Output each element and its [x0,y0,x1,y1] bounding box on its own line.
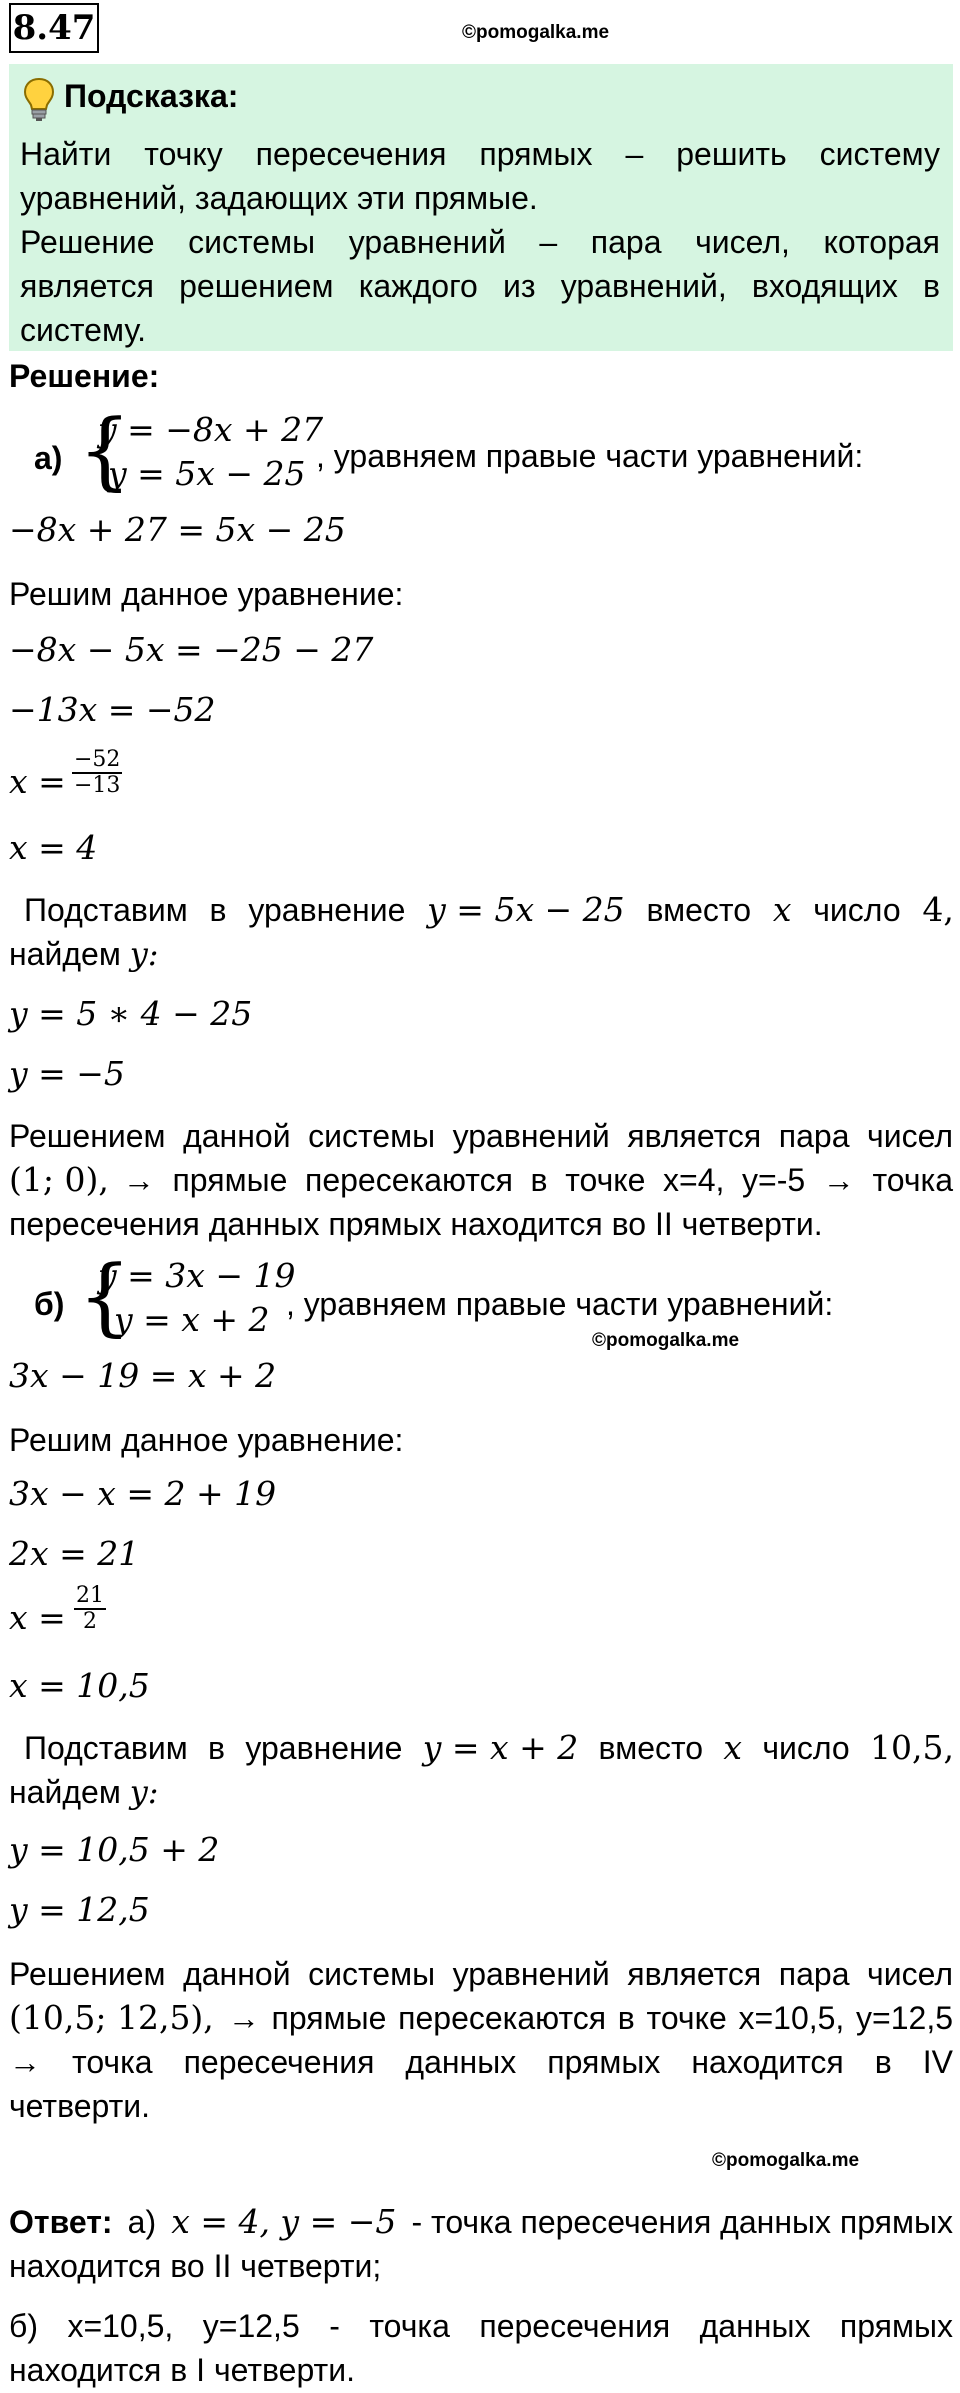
part-a-find-y [9,932,159,976]
problem-number: 8.47 [9,3,99,53]
part-a-sub-var: x [772,890,792,929]
part-b-note: , уравняем правые части уравнений: [286,1286,834,1322]
answer-b-line-1: б) x=10,5, y=12,5 - точка пересечения данных прямых [9,2308,953,2344]
solution-label: Решение: [9,358,160,394]
part-b-sub-word: уравнение [245,1730,403,1766]
part-a-sub-word: число [813,892,901,928]
part-a-step1: −8x + 27 = 5x − 25 [9,510,346,549]
answer-label: Ответ: [9,2204,113,2240]
part-b-sub-word: вместо [598,1730,704,1766]
part-b-conclusion-2-rest: → прямые пересекаются в точке x=10,5, y=12,5 [227,2000,953,2036]
part-b-find-y [9,1770,159,1814]
hint-line-1: Найти точку пересечения прямых – решить систему [20,136,940,172]
part-b-step2: 3x − x = 2 + 19 [9,1474,277,1513]
part-b-find-var: y: [129,1773,159,1811]
part-a-frac-den: −13 [74,773,121,798]
answer-a-prefix: а) [127,2204,157,2240]
part-a-conclusion-1: Решением данной системы уравнений является пара чисел [9,1118,953,1154]
lightbulb-icon [22,76,56,122]
part-a-conclusion-3: пересечения данных прямых находится во II четверти. [9,1206,823,1242]
part-a-eq1: y = −8x + 27 [98,410,324,449]
part-a-sub-eq: y = 5x − 25 [427,890,625,929]
part-b-sub-eq: y = x + 2 [422,1728,579,1767]
part-a-sub-num: 4, [922,890,954,929]
part-b-pair: (10,5; 12,5), [9,1998,214,2037]
part-b-fraction [74,1584,106,1634]
hint-line-2: уравнений, задающих эти прямые. [20,180,538,216]
part-b-eq1: y = 3x − 19 [98,1256,296,1295]
part-a-sub-word: Подставим [24,892,188,928]
part-a-sub-word: уравнение [248,892,406,928]
part-b-brace: { [78,1247,132,1345]
part-a-brace: { [78,401,132,499]
part-b-sub-num: 10,5, [870,1728,954,1767]
hint-line-3: Решение системы уравнений – пара чисел, которая [20,224,940,260]
part-a-label: а) [34,440,63,476]
part-a-sub-word: вместо [646,892,752,928]
part-b-frac-den: 2 [83,1609,97,1634]
part-a-y-step: y = 5 ∗ 4 − 25 [9,994,253,1033]
part-a-pair: (1; 0), [9,1160,109,1199]
part-b-sub-word: в [208,1730,226,1766]
answer-a-text: - точка пересечения данных прямых [411,2204,953,2240]
part-b-conclusion-4: четверти. [9,2088,151,2124]
part-b-eq2: y = x + 2 [114,1300,270,1339]
part-b-find-word: найдем [9,1774,121,1810]
part-a-eq2: y = 5x − 25 [108,454,306,493]
part-a-solve-label: Решим данное уравнение: [9,576,404,612]
answer-a-line-2: находится во II четверти; [9,2248,382,2284]
part-b-sub-var: x [723,1728,743,1767]
part-b-solve-label: Решим данное уравнение: [9,1422,404,1458]
part-b-conclusion-2 [9,1996,953,2040]
part-b-y-step: y = 10,5 + 2 [9,1830,220,1869]
part-a-note: , уравняем правые части уравнений: [316,438,864,474]
watermark-top: ©pomogalka.me [462,22,610,43]
part-b-sub-word: число [762,1730,850,1766]
part-b-label: б) [34,1286,65,1322]
answer-b-line-2: находится в I четверти. [9,2352,355,2388]
watermark-middle: ©pomogalka.me [592,1330,740,1351]
part-b-step1: 3x − 19 = x + 2 [9,1356,277,1395]
part-a-step3: −13x = −52 [9,690,216,729]
part-a-sub-word: в [209,892,227,928]
part-a-conclusion-2-rest: → прямые пересекаются в точке x=4, y=-5 → точка [122,1162,953,1198]
part-a-find-var: y: [129,935,159,973]
part-b-frac-num: 21 [76,1583,104,1608]
part-b-conclusion-1: Решением данной системы уравнений является пара чисел [9,1956,953,1992]
part-a-find-word: найдем [9,936,121,972]
answer-a-math: x = 4, y = −5 [171,2202,397,2241]
part-b-x-result: x = 10,5 [9,1666,150,1705]
part-a-frac-num: −52 [74,747,121,772]
answer-line-1 [9,2200,953,2244]
part-a-x-result: x = 4 [9,828,98,867]
part-b-sub-line [24,1726,954,1770]
part-b-step3: 2x = 21 [9,1534,140,1573]
hint-line-5: систему. [20,312,147,348]
hint-title: Подсказка: [64,78,239,114]
part-b-x-lhs: x = [9,1598,66,1637]
hint-line-4: является решением каждого из уравнений, входящих в [20,268,940,304]
part-b-conclusion-3: → точка пересечения данных прямых находится в IV [9,2044,953,2080]
watermark-bottom: ©pomogalka.me [712,2150,860,2171]
part-a-sub-line [24,888,954,932]
part-a-fraction [72,748,122,798]
part-b-y-result: y = 12,5 [9,1890,150,1929]
part-a-x-lhs: x = [9,762,66,801]
part-a-conclusion-2 [9,1158,953,1202]
part-a-y-result: y = −5 [9,1054,125,1093]
part-b-sub-word: Подставим [24,1730,188,1766]
part-a-step2: −8x − 5x = −25 − 27 [9,630,374,669]
